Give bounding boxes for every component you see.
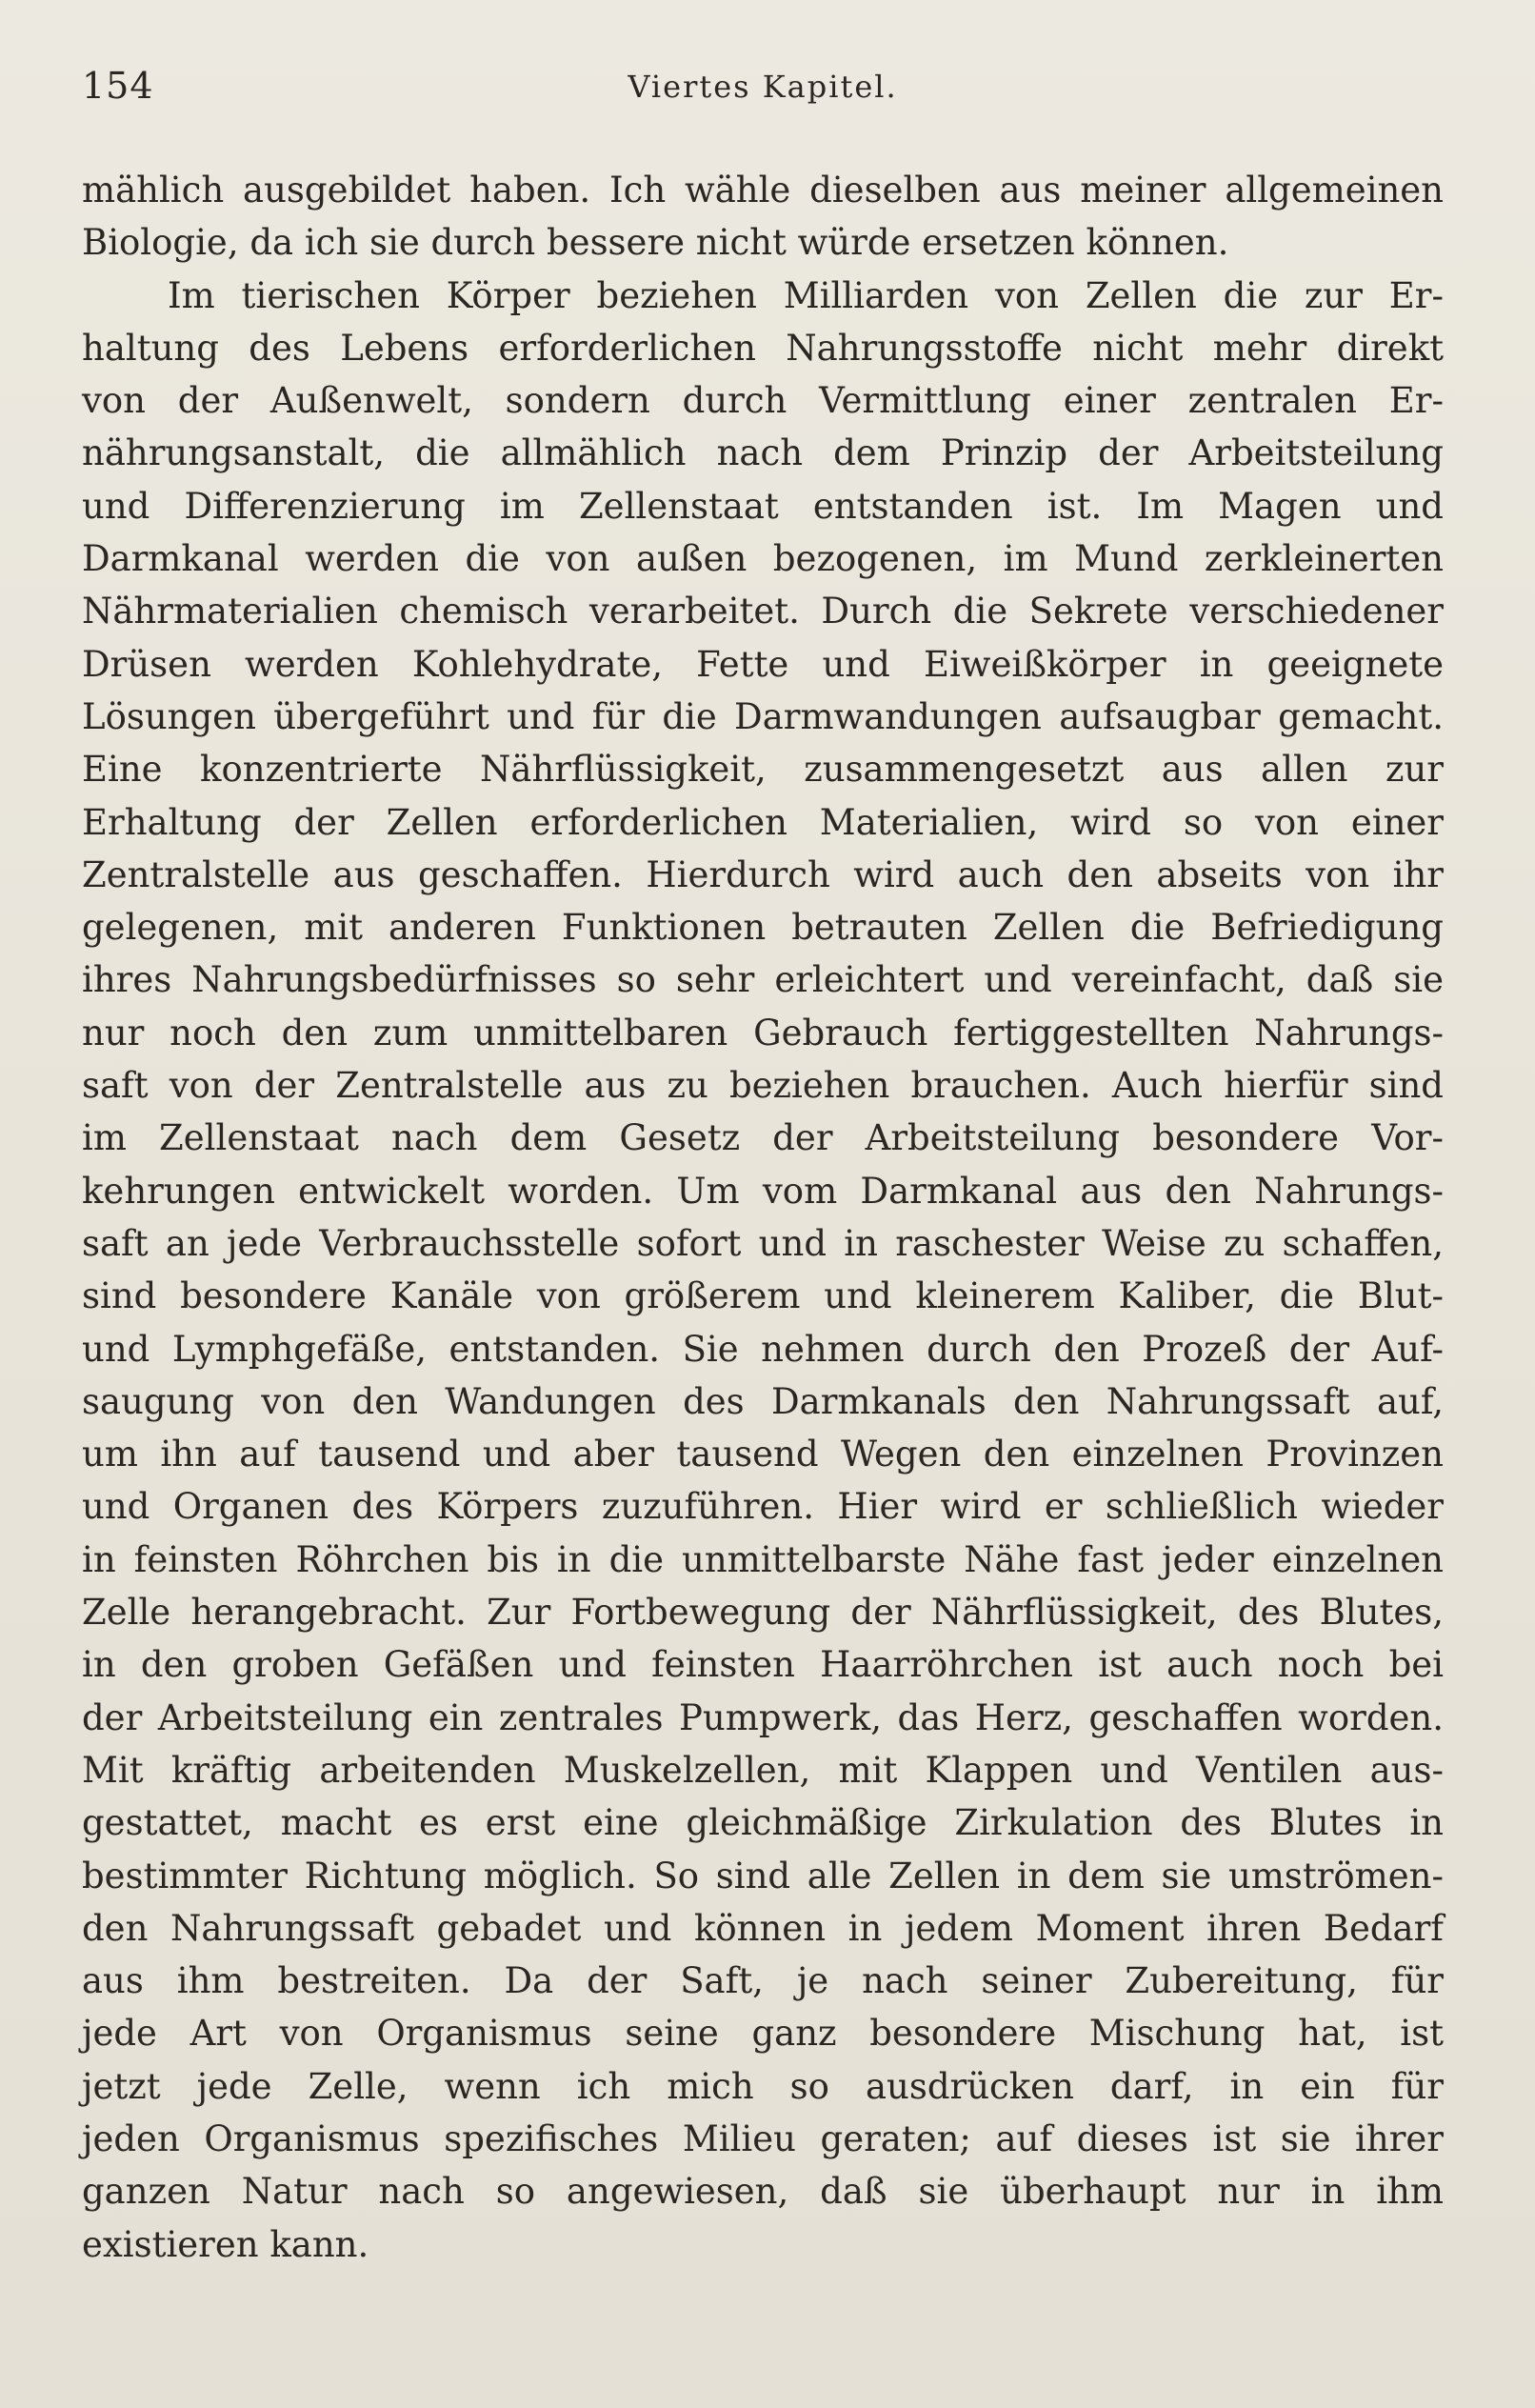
text-line: von der Außenwelt, sondern durch Vermittlung einer zentralen Er- — [82, 380, 1444, 422]
page-number: 154 — [82, 65, 154, 107]
text-line: gelegenen, mit anderen Funktionen betrauten Zellen die Befriedigung — [82, 907, 1444, 949]
text-line: und Differenzierung im Zellenstaat entstanden ist. Im Magen und — [82, 485, 1444, 527]
text-line: Zelle herangebracht. Zur Fortbewegung der Nährflüssigkeit, des Blutes, — [82, 1592, 1444, 1634]
text-line: der Arbeitsteilung ein zentrales Pumpwerk, das Herz, geschaffen worden. — [82, 1696, 1444, 1738]
text-line: Zentralstelle aus geschaffen. Hierdurch wird auch den abseits von ihr — [82, 853, 1444, 895]
text-line: saugung von den Wandungen des Darmkanals den Nahrungssaft auf, — [82, 1380, 1444, 1422]
text-line: saft an jede Verbrauchsstelle sofort und in raschester Weise zu schaffen, — [82, 1222, 1444, 1264]
text-line: den Nahrungssaft gebadet und können in jedem Moment ihren Bedarf — [82, 1907, 1444, 1949]
text-line: in feinsten Röhrchen bis in die unmittelbarste Nähe fast jeder einzelnen — [82, 1538, 1444, 1580]
text-line: Drüsen werden Kohlehydrate, Fette und Eiweißkörper in geeignete — [82, 643, 1444, 685]
text-line: Im tierischen Körper beziehen Milliarden von Zellen die zur Er- — [168, 274, 1444, 316]
text-line: Biologie, da ich sie durch bessere nicht würde ersetzen können. — [82, 222, 1229, 264]
text-line: gestattet, macht es erst eine gleichmäßige Zirkulation des Blutes in — [82, 1802, 1444, 1844]
text-line: aus ihm bestreiten. Da der Saft, je nach seiner Zubereitung, für — [82, 1960, 1444, 2002]
text-line: um ihn auf tausend und aber tausend Wegen den einzelnen Provinzen — [82, 1434, 1444, 1475]
text-line: Mit kräftig arbeitenden Muskelzellen, mit Klappen und Ventilen aus- — [82, 1749, 1444, 1791]
text-line: Eine konzentrierte Nährflüssigkeit, zusammengesetzt aus allen zur — [82, 749, 1444, 791]
text-line: sind besondere Kanäle von größerem und kleinerem Kaliber, die Blut- — [82, 1275, 1444, 1317]
text-line: mählich ausgebildet haben. Ich wähle dieselben aus meiner allgemeinen — [82, 170, 1444, 211]
text-line: ganzen Natur nach so angewiesen, daß sie überhaupt nur in ihm — [82, 2171, 1444, 2213]
page-header — [82, 65, 1444, 118]
text-line: Nährmaterialien chemisch verarbeitet. Durch die Sekrete verschiedener — [82, 591, 1444, 632]
text-line: haltung des Lebens erforderlichen Nahrungsstoffe nicht mehr direkt — [82, 327, 1444, 369]
text-line: jede Art von Organismus seine ganz besondere Mischung hat, ist — [82, 2013, 1444, 2055]
text-line: nur noch den zum unmittelbaren Gebrauch fertiggestellten Nahrungs- — [82, 1012, 1444, 1054]
text-line: saft von der Zentralstelle aus zu beziehen brauchen. Auch hierfür sind — [82, 1065, 1444, 1107]
text-line: Lösungen übergeführt und für die Darmwandungen aufsaugbar gemacht. — [82, 695, 1444, 737]
text-line: nährungsanstalt, die allmählich nach dem Prinzip der Arbeitsteilung — [82, 432, 1444, 474]
text-line: Darmkanal werden die von außen bezogenen, im Mund zerkleinerten — [82, 538, 1444, 580]
running-head: Viertes Kapitel. — [628, 69, 898, 105]
text-line: und Organen des Körpers zuzuführen. Hier wird er schließlich wieder — [82, 1486, 1444, 1528]
text-line: im Zellenstaat nach dem Gesetz der Arbeitsteilung besondere Vor- — [82, 1117, 1444, 1159]
text-line: jeden Organismus spezifisches Milieu geraten; auf dieses ist sie ihrer — [82, 2117, 1444, 2159]
text-line: kehrungen entwickelt worden. Um vom Darmkanal aus den Nahrungs- — [82, 1170, 1444, 1212]
text-line: jetzt jede Zelle, wenn ich mich so ausdrücken darf, in ein für — [82, 2065, 1444, 2107]
text-line: Erhaltung der Zellen erforderlichen Materialien, wird so von einer — [82, 801, 1444, 843]
text-line: in den groben Gefäßen und feinsten Haarröhrchen ist auch noch bei — [82, 1644, 1444, 1686]
text-line: existieren kann. — [82, 2223, 369, 2265]
text-line: und Lymphgefäße, entstanden. Sie nehmen durch den Prozeß der Auf- — [82, 1328, 1444, 1370]
body-text — [82, 164, 1444, 2271]
text-line: ihres Nahrungsbedürfnisses so sehr erleichtert und vereinfacht, daß sie — [82, 959, 1444, 1001]
text-line: bestimmter Richtung möglich. So sind alle Zellen in dem sie umströmen- — [82, 1855, 1444, 1896]
